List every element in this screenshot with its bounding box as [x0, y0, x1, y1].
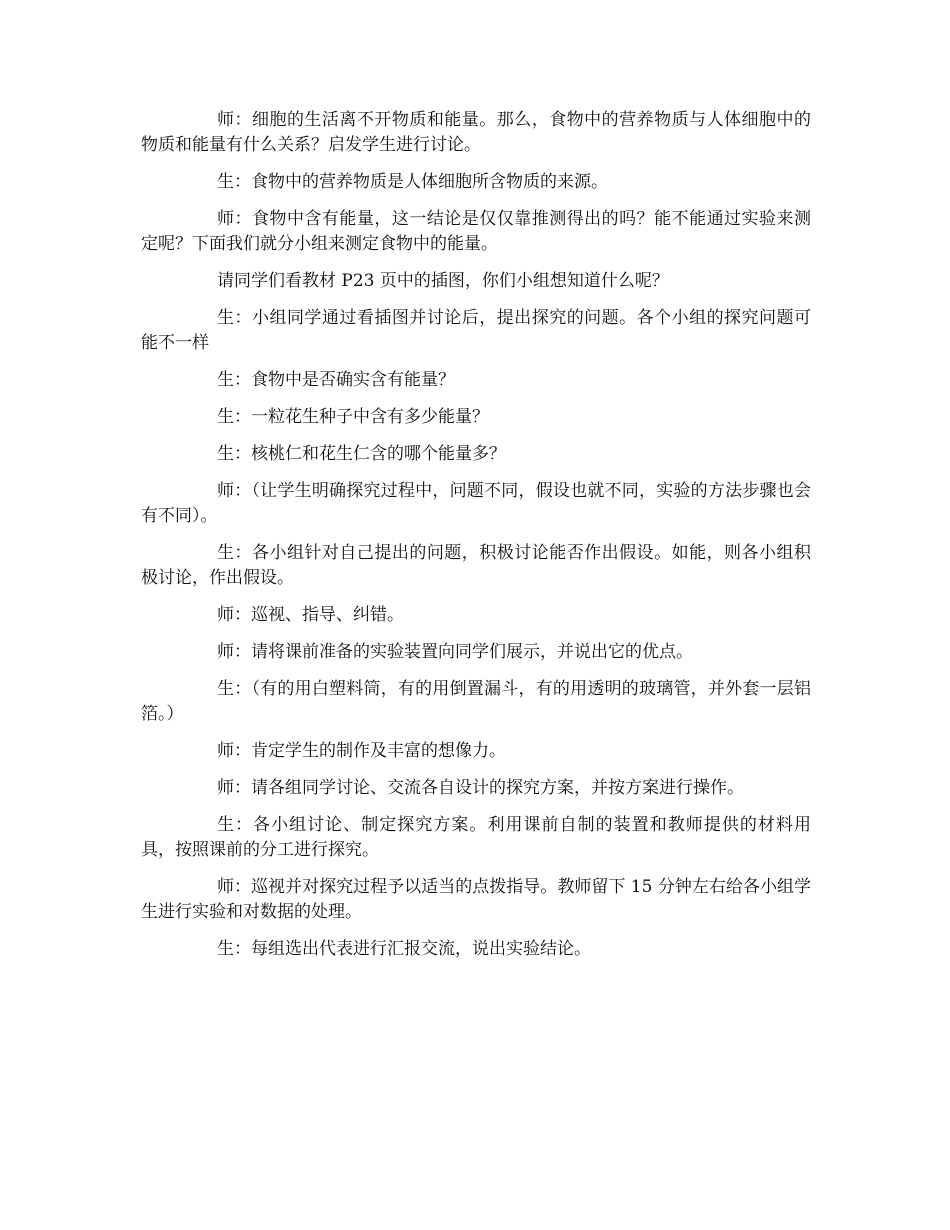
paragraph-student-device-types: 生：（有的用白塑料筒，有的用倒置漏斗，有的用透明的玻璃管，并外套一层铝箔。）	[141, 679, 811, 724]
paragraph-teacher-show-device: 师：请将课前准备的实验装置向同学们展示，并说出它的优点。	[217, 642, 693, 662]
paragraph-question-walnut-vs-peanut: 生：核桃仁和花生仁含的哪个能量多？	[217, 444, 506, 464]
paragraph-student-raise-question: 生：小组同学通过看插图并讨论后，提出探究的问题。各个小组的探究问题可能不一样	[141, 308, 811, 353]
paragraph-teacher-cells-energy: 师：细胞的生活离不开物质和能量。那么，食物中的营养物质与人体细胞中的物质和能量有什么关系？启发学生进行讨论。	[141, 110, 811, 155]
paragraph-teacher-affirm: 师：肯定学生的制作及丰富的想像力。	[217, 741, 506, 761]
paragraph-student-make-plan: 生：各小组讨论、制定探究方案。利用课前自制的装置和教师提供的材料用具，按照课前的分工进行探究。	[141, 815, 811, 860]
paragraph-teacher-patrol: 师：巡视、指导、纠错。	[217, 605, 404, 625]
paragraph-teacher-guide-experiment: 师：巡视并对探究过程予以适当的点拨指导。教师留下 15 分钟左右给各小组学生进行实验和对数据的处理。	[141, 877, 811, 922]
paragraph-question-food-energy: 生：食物中是否确实含有能量？	[217, 370, 455, 390]
paragraph-student-nutrients-source: 生：食物中的营养物质是人体细胞所含物质的来源。	[217, 172, 608, 192]
paragraph-question-peanut-energy: 生：一粒花生种子中含有多少能量？	[217, 407, 489, 427]
paragraph-teacher-discuss-plan: 师：请各组同学讨论、交流各自设计的探究方案，并按方案进行操作。	[217, 778, 744, 798]
paragraph-teacher-measure-energy: 师：食物中含有能量，这一结论是仅仅靠推测得出的吗？能不能通过实验来测定呢？下面我们就分小组来测定食物中的能量。	[141, 209, 811, 254]
paragraph-look-at-illustration: 请同学们看教材 P23 页中的插图，你们小组想知道什么呢？	[217, 271, 669, 291]
paragraph-student-hypothesis: 生：各小组针对自己提出的问题，积极讨论能否作出假设。如能，则各小组积极讨论，作出假设。	[141, 543, 811, 588]
paragraph-student-report: 生：每组选出代表进行汇报交流，说出实验结论。	[217, 939, 591, 959]
paragraph-teacher-clarify-inquiry: 师：（让学生明确探究过程中，问题不同，假设也就不同，实验的方法步骤也会有不同）。	[141, 481, 811, 526]
document-body	[141, 108, 811, 974]
